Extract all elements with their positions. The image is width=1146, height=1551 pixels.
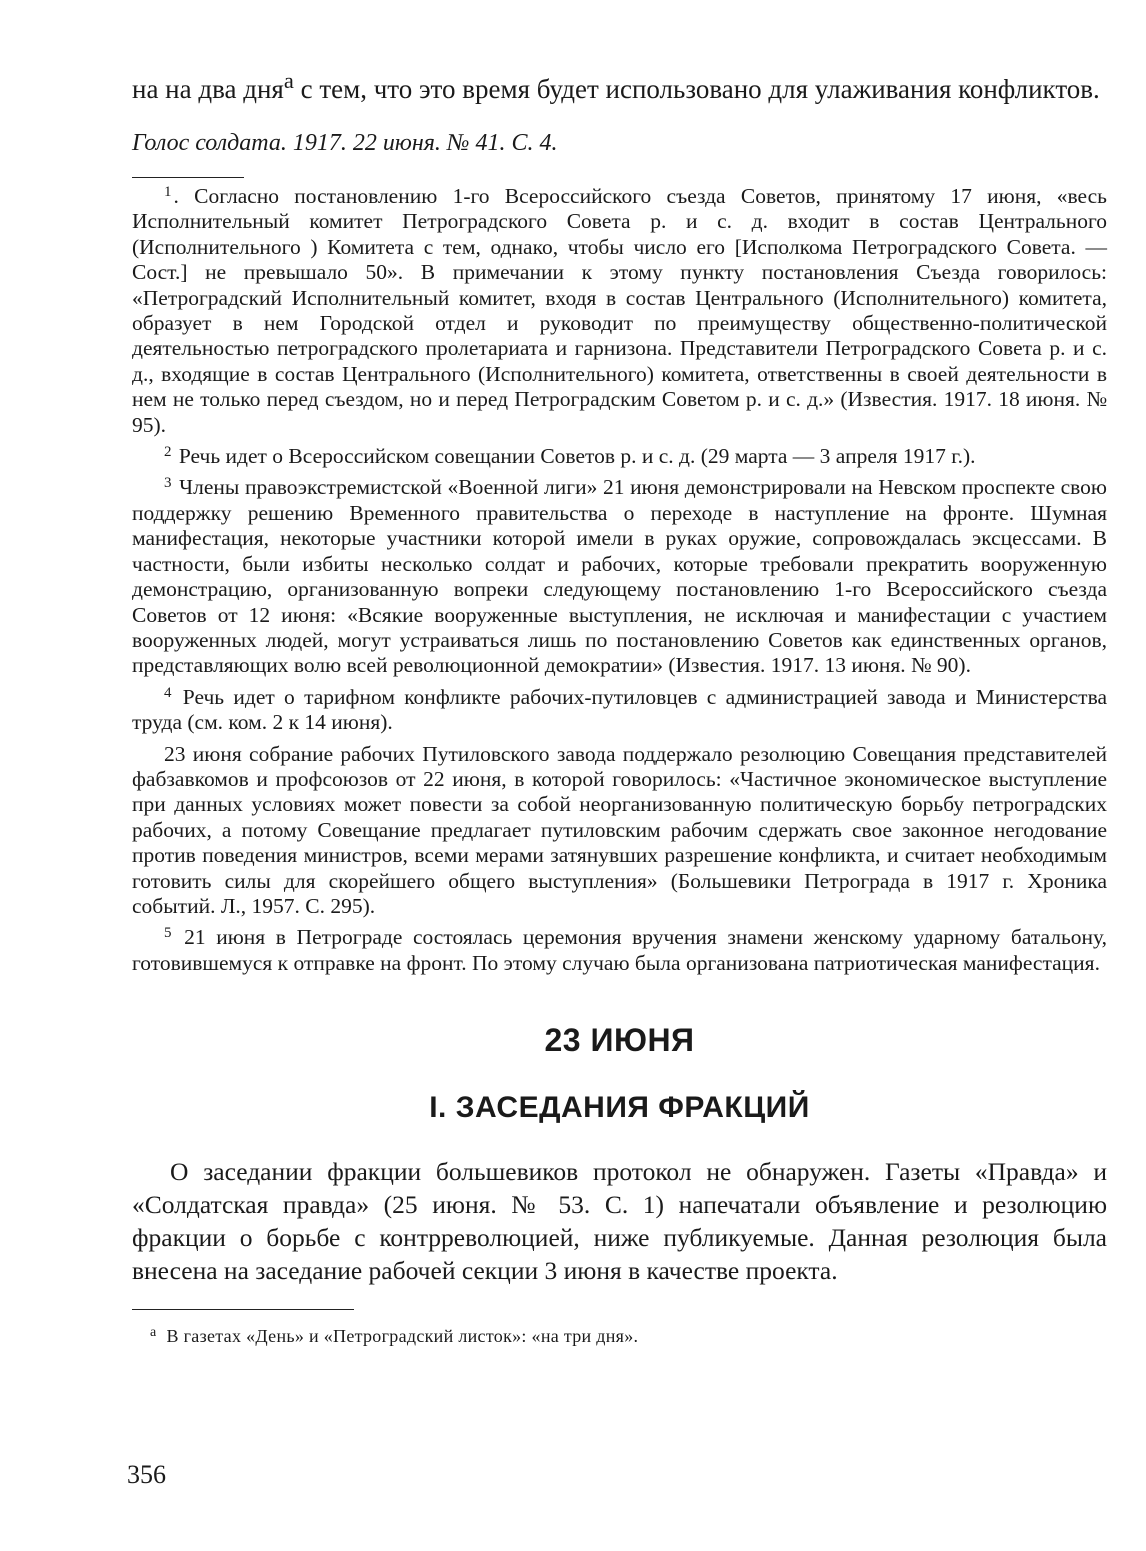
note-5 [132, 925, 1107, 976]
note-4-text: Речь идет о тарифном конфликте рабочих-путиловцев с администрацией завода и Министерства труда (см. ком. 2 к 14 июня). [132, 684, 1107, 735]
note-2-text: Речь идет о Всероссийском совещании Советов р. и с. д. (29 марта — 3 апреля 1917 г.). [173, 444, 976, 469]
commentary-notes [132, 184, 1107, 976]
body-paragraph: О заседании фракции большевиков протокол не обнаружен. Газеты «Правда» и «Солдатская правда» (25 июня. № 53. С. 1) напечатали объявление и резолюцию фракции о борьбе с контрреволюцией, ниже публикуемые. Данная резолюция была внесена на заседание рабочей секции 3 июня в качестве проекта. [132, 1157, 1107, 1286]
note-3 [132, 475, 1107, 678]
note-3-text: Члены правоэкстремистской «Военной лиги» 21 июня демонстрировали на Невском проспекте свою поддержку решению Временного правительства о переходе в наступление на фронте. Шумная манифестация, некоторые участники которой имели в руках оружие, сопровождалась эксцессами. В частности, были избиты несколько солдат и рабочих, которые требовали прекратить вооруженную демонстрацию, организованную вопреки следующему постановлению 1-го Всероссийского съезда Советов от 12 июня: «Всякие вооруженные выступления, не исключая и манифестации с участием вооруженных людей, могут устраиваться лишь по постановлению Советов как единственных органов, представляющих волю всей революционной демократии» (Известия. 1917. 13 июня. № 90). [132, 475, 1107, 678]
note-4-continuation [132, 742, 1107, 920]
note-2-number: 2 [164, 444, 172, 461]
footnote-a-marker: a [150, 1325, 157, 1341]
source-citation: Голос солдата. 1917. 22 июня. № 41. С. 4. [132, 130, 558, 156]
intro-paragraph [132, 64, 1107, 106]
note-4-number: 4 [164, 684, 172, 701]
note-1 [132, 184, 1107, 438]
page-number: 356 [127, 1460, 166, 1489]
note-1-number: 1 [164, 184, 172, 200]
note-1-text: . Согласно постановлению 1-го Всероссийского съезда Советов, принятому 17 июня, «весь Исполнительный комитет Петроградского Совета р. и с. д. входит в состав Центрального (Исполнительного ) Комитета с тем, однако, чтобы число его [Исполкома Петроградского Совета. — Сост.] не превышало 50». В примечании к этому пункту постановления Съезда говорилось: «Петроградский Исполнительный комитет, входя в состав Центрального (Исполнительного) комитета, образует в нем Городской отдел и руководит по преимуществу общественно-политической деятельностью петроградского пролетариата и гарнизона. Представители Петроградского Совета р. и с. д., входящие в состав Центрального (Исполнительного) комитета, ответственны в своей деятельности в нем не только перед съездом, но и перед Петроградским Советом р. и с. д.» (Известия. 1917. 18 июня. № 95). [132, 184, 1107, 437]
intro-text-before: на на два дня [132, 74, 284, 104]
note-5-number: 5 [164, 925, 172, 942]
page-content [132, 64, 1107, 1348]
footnote-a [150, 1324, 1107, 1348]
date-heading: 23 ИЮНЯ [544, 1022, 695, 1059]
note-3-number: 3 [164, 475, 172, 492]
footnote-divider [132, 1309, 354, 1310]
section-heading: I. ЗАСЕДАНИЯ ФРАКЦИЙ [429, 1091, 810, 1125]
notes-divider [132, 177, 244, 178]
note-5-text: 21 июня в Петрограде состоялась церемония вручения знамени женскому ударному батальону, готовившемуся к отправке на фронт. По этому случаю была организована патриотическая манифестация. [132, 925, 1107, 975]
footnote-marker-a: a [283, 68, 294, 93]
intro-text-after: с тем, что это время будет использовано для улаживания конфликтов. [293, 74, 1100, 104]
note-2 [132, 444, 1107, 469]
note-4-continuation-text: 23 июня собрание рабочих Путиловского завода поддержало резолюцию Совещания представителей фабзавкомов и профсоюзов от 22 июня, в которой говорилось: «Частичное экономическое выступление при данных условиях может повести за собой неорганизованную политическую борьбу петроградских рабочих, а потому Совещание предлагает путиловским рабочим сдержать свое законное негодование против поведения министров, всеми мерами затянувших разрешение конфликта, и считает необходимым готовить силы для скорейшего общего выступления» (Большевики Петрограда в 1917 г. Хроника событий. Л., 1957. С. 295). [132, 741, 1107, 918]
footnote-a-text: В газетах «День» и «Петроградский листок»: «на три дня». [166, 1326, 639, 1347]
note-4 [132, 685, 1107, 736]
